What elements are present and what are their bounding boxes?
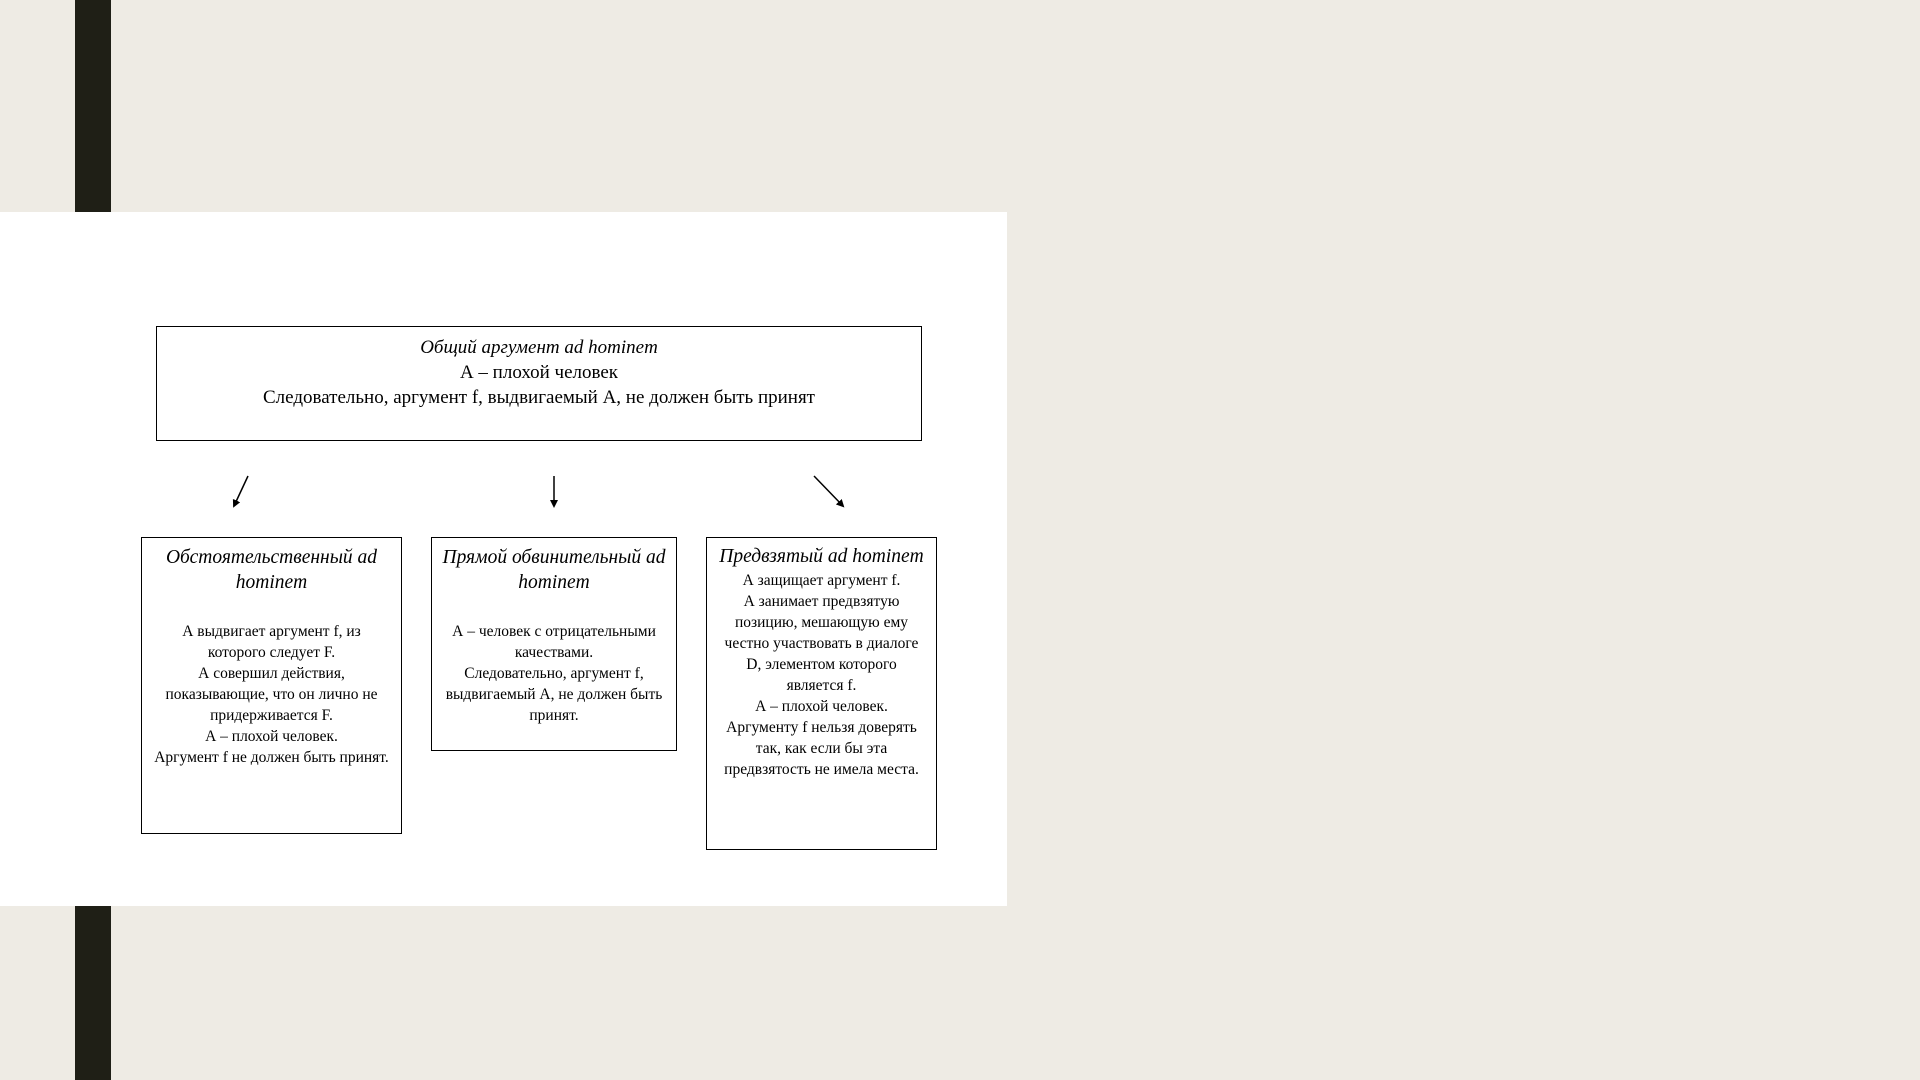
circumstantial-title: Обстоятельственный ad hominem xyxy=(165,547,378,593)
direct-title: Прямой обвинительный ad hominem xyxy=(442,547,666,593)
circumstantial-line-3: А – плохой человек. xyxy=(205,728,338,745)
circumstantial-line-1: А выдвигает аргумент f, из которого следует F. xyxy=(182,623,361,661)
arrow-right xyxy=(814,476,843,506)
direct-line-2: Следовательно, аргумент f, выдвигаемый А, не должен быть принят. xyxy=(445,665,663,724)
arrow-left xyxy=(234,476,248,506)
direct-ad-hominem-box xyxy=(431,537,677,751)
general-argument-title: Общий аргумент ad hominem xyxy=(420,337,658,358)
general-argument-conclusion: Следовательно, аргумент f, выдвигаемый А, не должен быть принят xyxy=(262,387,815,408)
direct-body xyxy=(440,621,668,726)
bias-line-4: Аргументу f нельзя доверять так, как если бы эта предвзятость не имела места. xyxy=(724,718,919,778)
circumstantial-ad-hominem-box xyxy=(141,537,402,834)
diagram-panel xyxy=(0,212,1007,906)
bias-title: Предвзятый ad hominem xyxy=(719,546,924,567)
bias-body xyxy=(719,570,924,780)
bias-line-1: А защищает аргумент f. xyxy=(742,571,901,589)
general-argument-box xyxy=(156,326,922,441)
circumstantial-line-2: А совершил действия, показывающие, что он лично не придерживается F. xyxy=(165,665,378,724)
circumstantial-body xyxy=(154,621,389,768)
accent-bar-top xyxy=(75,0,111,212)
bias-line-3: А – плохой человек. xyxy=(755,697,888,715)
bias-line-2: А занимает предвзятую позицию, мешающую ему честно участвовать в диалоге D, элементом которого является f. xyxy=(724,592,919,694)
direct-line-1: А – человек с отрицательными качествами. xyxy=(452,623,656,661)
circumstantial-line-4: Аргумент f не должен быть принят. xyxy=(154,749,389,766)
general-argument-premise: А – плохой человек xyxy=(459,362,619,383)
accent-bar-bottom xyxy=(75,906,111,1080)
bias-ad-hominem-box xyxy=(706,537,937,850)
